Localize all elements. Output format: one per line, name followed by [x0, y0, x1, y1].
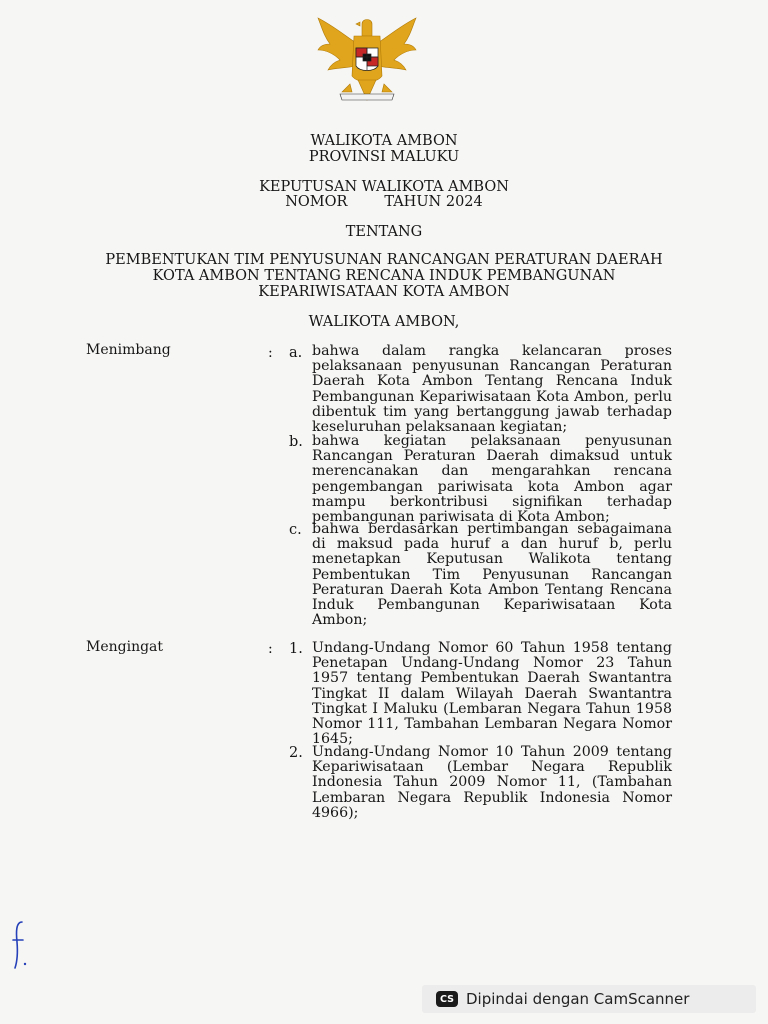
margin-initial-mark [8, 918, 32, 970]
title-line-1: PEMBENTUKAN TIM PENYUSUNAN RANCANGAN PERATURAN DAERAH [105, 252, 663, 268]
menimbang-marker-c: c. [289, 522, 302, 538]
header-line-1: WALIKOTA AMBON [310, 133, 458, 149]
header-line-2: PROVINSI MALUKU [308, 149, 460, 165]
decree-heading: KEPUTUSAN WALIKOTA AMBON [259, 179, 509, 195]
menimbang-marker-b: b. [289, 434, 303, 450]
menimbang-item-b: bahwa kegiatan pelaksanaan penyusunan Rancangan Peraturan Daerah dimaksud untuk merencanakan dan mengarahkan rencana pengembangan pariwisata kota Ambon agar mampu berkontribusi signifikan terhadap pembangunan pariwisata di Kota Ambon; [312, 433, 672, 526]
menimbang-label: Menimbang [86, 342, 171, 358]
mengingat-marker-1: 1. [289, 641, 303, 657]
menimbang-item-c: bahwa berdasarkan pertimbangan sebagaimana di maksud pada huruf a dan huruf b, perlu menetapkan Keputusan Walikota tentang Pembentukan Tim Penyusunan Rancangan Peraturan Daerah Kota Ambon Tentang Rencana Induk Pembangunan Kepariwisataan Kota Ambon; [312, 521, 672, 629]
menimbang-colon: : [268, 345, 273, 361]
decree-number: NOMOR TAHUN 2024 [285, 194, 483, 210]
tentang-heading: TENTANG [345, 224, 423, 240]
menimbang-marker-a: a. [289, 345, 303, 361]
mengingat-marker-2: 2. [289, 745, 303, 761]
mayor-heading: WALIKOTA AMBON, [308, 314, 460, 330]
garuda-pancasila-emblem [312, 14, 422, 106]
camscanner-watermark [422, 985, 756, 1013]
mengingat-colon: : [268, 641, 273, 657]
mengingat-item-1: Undang-Undang Nomor 60 Tahun 1958 tentang Penetapan Undang-Undang Nomor 23 Tahun 1957 tentang Pembentukan Daerah Swantantra Tingkat II dalam Wilayah Daerah Swantantra Tingkat I Maluku (Lembaran Negara Tahun 1958 Nomor 111, Tambahan Lembaran Negara Nomor 1645; [312, 640, 672, 748]
camscanner-logo-icon: CS [436, 991, 458, 1007]
camscanner-text: Dipindai dengan CamScanner [466, 990, 690, 1008]
mengingat-label: Mengingat [86, 639, 164, 655]
mengingat-item-2: Undang-Undang Nomor 10 Tahun 2009 tentang Kepariwisataan (Lembar Negara Republik Indonesia Tahun 2009 Nomor 11, (Tambahan Lembaran Negara Republik Indonesia Nomor 4966); [312, 744, 672, 821]
title-line-3: KEPARIWISATAAN KOTA AMBON [258, 284, 510, 300]
menimbang-item-a: bahwa dalam rangka kelancaran proses pelaksanaan penyusunan Rancangan Peraturan Daerah Kota Ambon Tentang Rencana Induk Pembangunan Kepariwisataan Kota Ambon, perlu dibentuk tim yang bertanggung jawab terhadap keseluruhan pelaksanaan kegiatan; [312, 343, 672, 436]
title-line-2: KOTA AMBON TENTANG RENCANA INDUK PEMBANGUNAN [152, 268, 616, 284]
